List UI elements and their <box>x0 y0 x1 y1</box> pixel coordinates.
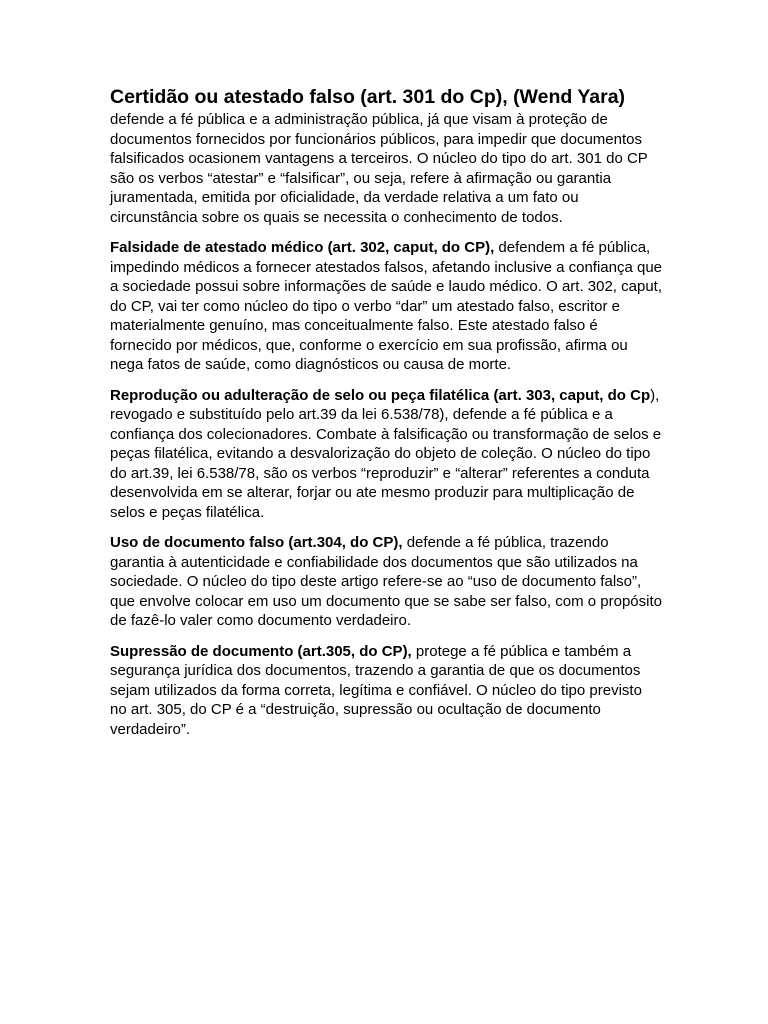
section-body: ), revogado e substituído pelo art.39 da lei 6.538/78), defende a fé pública e a confiança dos colecionadores. Combate à falsificação ou transformação de selos e peças filatélica, evitando a desvalorização do objeto de coleção. O núcleo do tipo do art.39, lei 6.538/78, são os verbos “reproduzir” e “alterar” referentes a conduta desenvolvida em se alterar, forjar ou ate mesmo produzir para multiplicação de selos e peças filatélica. <box>110 386 662 521</box>
section-body: defendem a fé pública, impedindo médicos a fornecer atestados falsos, afetando inclusive a confiança que a sociedade possui sobre informações de saúde e laudo médico. O art. 302, caput, do CP, vai ter como núcleo do tipo o verbo “dar” um atestado falso, escritor e materialmente genuíno, mas conceitualmente falso. Este atestado falso é fornecido por médicos, que, conforme o exercício em sua profissão, afirma ou nega fatos de saúde, como diagnósticos ou causa de morte. <box>110 239 663 373</box>
document-title: Certidão ou atestado falso (art. 301 do Cp), (Wend Yara) <box>110 86 626 108</box>
section-heading: Reprodução ou adulteração de selo ou peça filatélica (art. 303, caput, do Cp <box>110 386 651 404</box>
section-body: protege a fé pública e também a segurança jurídica dos documentos, trazendo a garantia de que os documentos sejam utilizados da forma correta, legítima e confiável. O núcleo do tipo previsto no art. 305, do CP é a “destruição, supressão ou ocultação de documento verdadeiro”. <box>110 642 642 738</box>
section-supressao-documento <box>110 642 662 740</box>
section-heading: Supressão de documento (art.305, do CP), <box>110 642 412 660</box>
section-heading: Falsidade de atestado médico (art. 302, caput, do CP), <box>110 239 495 256</box>
document-page <box>110 84 662 750</box>
section-heading: Uso de documento falso (art.304, do CP), <box>110 534 403 551</box>
intro-paragraph: defende a fé pública e a administração pública, já que visam à proteção de documentos fornecidos por funcionários públicos, para impedir que documentos falsificados ocasionem vantagens a terceiros. O núcleo do tipo do art. 301 do CP são os verbos “atestar” e “falsificar”, ou seja, refere à afirmação ou garantia juramentada, emitida por oficialidade, da verdade relativa a um fato ou circunstância sobre os quais se necessita o conhecimento de todos. <box>110 111 648 226</box>
section-body: defende a fé pública, trazendo garantia à autenticidade e confiabilidade dos documentos que são utilizados na sociedade. O núcleo do tipo deste artigo refere-se ao “uso de documento falso”, que envolve colocar em uso um documento que se sabe ser falso, com o propósito de fazê-lo valer como documento verdadeiro. <box>110 534 662 629</box>
section-falsidade-atestado-medico <box>110 238 662 375</box>
section-uso-documento-falso <box>110 533 662 631</box>
section-reproducao-selo <box>110 386 662 523</box>
